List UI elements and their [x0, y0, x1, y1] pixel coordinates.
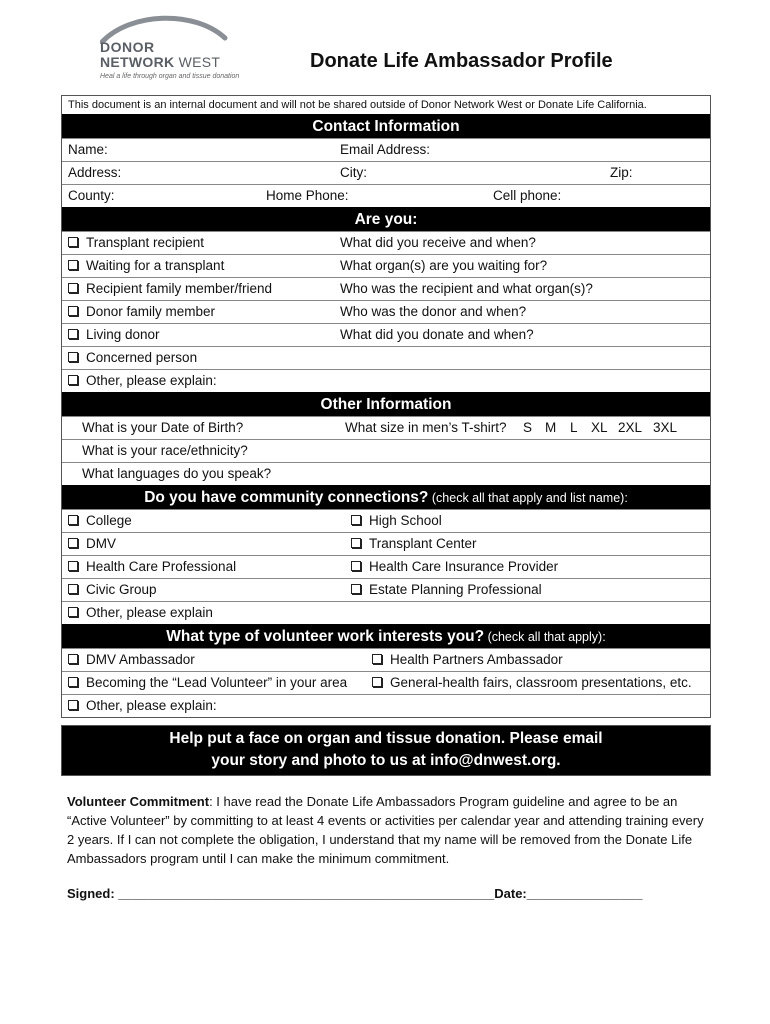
size-option[interactable]: 3XL	[653, 420, 678, 435]
contact-row-address	[62, 161, 710, 184]
checkbox-option[interactable]: Health Care Professional	[68, 556, 236, 578]
checkbox-option[interactable]: Living donor	[68, 324, 160, 346]
volunteer-row	[62, 694, 710, 717]
community-row	[62, 555, 710, 578]
zip-field[interactable]: Zip:	[610, 165, 633, 180]
donor-network-west-logo	[100, 14, 240, 86]
checkbox-option[interactable]: Health Partners Ambassador	[372, 649, 563, 671]
community-row	[62, 532, 710, 555]
banner-line2: your story and photo to us at info@dnwest.org.	[211, 752, 561, 769]
other-info-header: Other Information	[62, 392, 710, 416]
checkbox-option[interactable]: DMV	[68, 533, 116, 555]
checkbox-option[interactable]: High School	[351, 510, 442, 532]
contact-header: Contact Information	[62, 114, 710, 138]
checkbox-icon[interactable]	[68, 260, 78, 270]
checkbox-icon[interactable]	[351, 515, 361, 525]
are-you-item	[62, 346, 710, 369]
checkbox-icon[interactable]	[68, 283, 78, 293]
checkbox-icon[interactable]	[68, 677, 78, 687]
size-option[interactable]: 2XL	[618, 420, 643, 435]
checkbox-option[interactable]: DMV Ambassador	[68, 649, 195, 671]
checkbox-icon[interactable]	[68, 352, 78, 362]
checkbox-icon[interactable]	[351, 561, 361, 571]
checkbox-option[interactable]: Waiting for a transplant	[68, 255, 224, 277]
checkbox-option[interactable]: Civic Group	[68, 579, 157, 601]
volunteer-commitment-paragraph	[67, 792, 707, 868]
follow-up-question: Who was the recipient and what organ(s)?	[340, 281, 593, 296]
checkbox-icon[interactable]	[68, 515, 78, 525]
are-you-item	[62, 277, 710, 300]
race-field[interactable]: What is your race/ethnicity?	[82, 443, 248, 458]
checkbox-option[interactable]: Concerned person	[68, 347, 197, 369]
page-title: Donate Life Ambassador Profile	[310, 50, 613, 72]
contact-row-name	[62, 138, 710, 161]
community-header: Do you have community connections? (check all that apply and list name):	[62, 485, 710, 509]
profile-form	[61, 95, 711, 718]
checkbox-option[interactable]: Becoming the “Lead Volunteer” in your area	[68, 672, 347, 694]
dob-field[interactable]: What is your Date of Birth?	[82, 420, 244, 435]
date-field[interactable]: Date:________________	[494, 886, 643, 901]
are-you-item	[62, 369, 710, 392]
community-row	[62, 578, 710, 601]
checkbox-option[interactable]: Transplant recipient	[68, 232, 204, 254]
size-option[interactable]: M	[545, 420, 557, 435]
logo-tagline: Heal a life through organ and tissue donation	[100, 73, 240, 80]
volunteer-row	[62, 648, 710, 671]
community-row	[62, 509, 710, 532]
checkbox-icon[interactable]	[68, 561, 78, 571]
checkbox-option[interactable]: Estate Planning Professional	[351, 579, 542, 601]
checkbox-option[interactable]: Donor family member	[68, 301, 215, 323]
home-phone-field[interactable]: Home Phone:	[266, 188, 349, 203]
checkbox-option[interactable]: Health Care Insurance Provider	[351, 556, 558, 578]
checkbox-option[interactable]: Recipient family member/friend	[68, 278, 272, 300]
checkbox-icon[interactable]	[351, 584, 361, 594]
size-option[interactable]: S	[523, 420, 533, 435]
checkbox-icon[interactable]	[68, 607, 78, 617]
follow-up-question: What organ(s) are you waiting for?	[340, 258, 548, 273]
cell-phone-field[interactable]: Cell phone:	[493, 188, 562, 203]
email-field[interactable]: Email Address:	[340, 142, 431, 157]
community-row	[62, 601, 710, 624]
contact-row-phone	[62, 184, 710, 207]
follow-up-question: What did you donate and when?	[340, 327, 534, 342]
size-option[interactable]: XL	[591, 420, 608, 435]
other-row-languages	[62, 462, 710, 485]
commitment-text: : I have read the Donate Life Ambassadors Program guideline and agree to be an “Active Volunteer” by committing to at least 4 events or activities per calendar year and attending training every 2 years. If I can not complete the obligation, I understand that my name will be removed from the Donate Life Ambassadors program until I can make the minimum commitment.	[67, 794, 704, 866]
checkbox-icon[interactable]	[68, 700, 78, 710]
email-story-banner	[61, 725, 711, 776]
follow-up-question: What did you receive and when?	[340, 235, 536, 250]
are-you-item	[62, 300, 710, 323]
checkbox-icon[interactable]	[68, 375, 78, 385]
other-row-dob	[62, 416, 710, 439]
checkbox-option[interactable]: General-health fairs, classroom presentations, etc.	[372, 672, 692, 694]
logo-line2: NETWORK WEST	[100, 54, 221, 70]
checkbox-icon[interactable]	[68, 538, 78, 548]
signed-field[interactable]: Signed: ____________________________________________________	[67, 886, 495, 901]
name-field[interactable]: Name:	[68, 142, 108, 157]
checkbox-option[interactable]: Other, please explain:	[68, 370, 217, 392]
checkbox-icon[interactable]	[68, 584, 78, 594]
are-you-item	[62, 323, 710, 346]
are-you-header: Are you:	[62, 207, 710, 231]
tshirt-question: What size in men’s T-shirt?	[345, 420, 507, 435]
are-you-item	[62, 254, 710, 277]
checkbox-option[interactable]: Transplant Center	[351, 533, 477, 555]
checkbox-icon[interactable]	[68, 306, 78, 316]
confidentiality-note: This document is an internal document and will not be shared outside of Donor Network West or Donate Life California.	[68, 99, 647, 111]
are-you-item	[62, 231, 710, 254]
follow-up-question: Who was the donor and when?	[340, 304, 527, 319]
languages-field[interactable]: What languages do you speak?	[82, 466, 272, 481]
signature-line	[67, 886, 642, 901]
volunteer-header: What type of volunteer work interests you? (check all that apply):	[62, 624, 710, 648]
checkbox-icon[interactable]	[372, 654, 382, 664]
commitment-label: Volunteer Commitment	[67, 794, 210, 809]
checkbox-icon[interactable]	[351, 538, 361, 548]
logo-line1: DONOR	[100, 39, 155, 55]
county-field[interactable]: County:	[68, 188, 115, 203]
other-row-race	[62, 439, 710, 462]
size-option[interactable]: L	[570, 420, 578, 435]
checkbox-icon[interactable]	[372, 677, 382, 687]
volunteer-row	[62, 671, 710, 694]
city-field[interactable]: City:	[340, 165, 367, 180]
banner-line1: Help put a face on organ and tissue donation. Please email	[169, 730, 603, 747]
checkbox-option[interactable]: Other, please explain	[68, 602, 213, 624]
checkbox-icon[interactable]	[68, 237, 78, 247]
checkbox-icon[interactable]	[68, 654, 78, 664]
address-field[interactable]: Address:	[68, 165, 122, 180]
checkbox-option[interactable]: Other, please explain:	[68, 695, 217, 717]
checkbox-option[interactable]: College	[68, 510, 132, 532]
checkbox-icon[interactable]	[68, 329, 78, 339]
